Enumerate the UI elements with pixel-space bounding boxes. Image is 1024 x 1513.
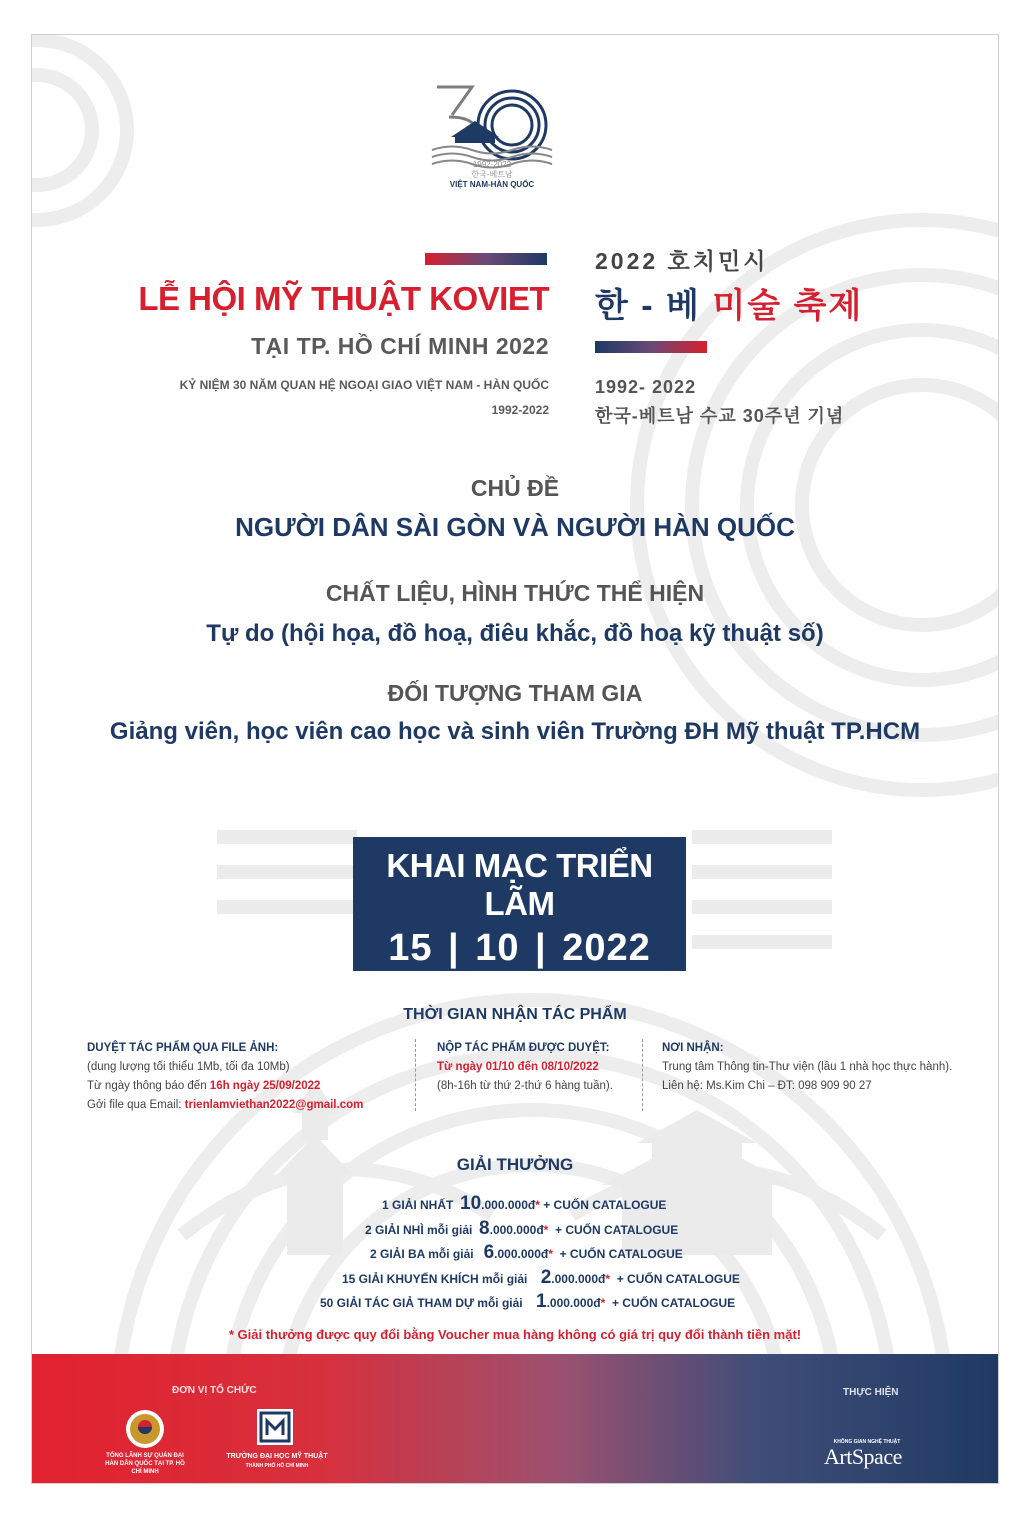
col1-line1: (dung lượng tối thiểu 1Mb, tối đa 10Mb) (87, 1061, 290, 1073)
korean-anniversary: 한국-베트남 수교 30주년 기념 (595, 406, 845, 426)
prize-amount-rest: .000.000đ (494, 1247, 549, 1261)
prize-amount-big: 8 (479, 1218, 490, 1239)
prize-row-2 (365, 1218, 678, 1240)
prize-amount-rest: .000.000đ (546, 1296, 601, 1310)
prize-star: * (605, 1272, 611, 1286)
opening-title: KHAI MẠC TRIỂN LÃM (386, 847, 653, 922)
subtitle-vn: TẠI TP. HỒ CHÍ MINH 2022 (251, 333, 549, 359)
anniversary-vn: KỶ NIỆM 30 NĂM QUAN HỆ NGOẠI GIAO VIỆT NAM - HÀN QUỐC (179, 378, 549, 392)
receipt-title: THỜI GIAN NHẬN TÁC PHẨM (403, 1006, 627, 1023)
organizer-label: ĐƠN VỊ TỔ CHỨC (172, 1385, 257, 1396)
prize-row-4 (342, 1267, 740, 1289)
artspace-logo: ArtSpace (824, 1444, 902, 1469)
prize-amount-big: 6 (483, 1242, 495, 1263)
col2-heading: NỘP TÁC PHẨM ĐƯỢC DUYỆT: (437, 1042, 610, 1054)
prize-star: * (600, 1296, 606, 1310)
korean-years: 1992- 2022 (595, 377, 697, 397)
prize-amount-rest: .000.000đ (551, 1272, 606, 1286)
col1-deadline: 16h ngày 25/09/2022 (209, 1080, 321, 1092)
prize-label: 1 GIẢI NHẤT (382, 1198, 454, 1212)
university-city: THÀNH PHỐ HỒ CHÍ MINH (245, 1463, 309, 1469)
participants-label: ĐỐI TƯỢNG THAM GIA (387, 680, 643, 706)
prize-extra: + CUỐN CATALOGUE (613, 1272, 740, 1286)
prize-label: 2 GIẢI BA mỗi giải (370, 1247, 474, 1261)
col2-line2: (8h-16h từ thứ 2-thứ 6 hàng tuần). (437, 1080, 613, 1092)
col1-heading: DUYỆT TÁC PHẨM QUA FILE ẢNH: (87, 1042, 279, 1054)
col2-line1: Từ ngày 01/10 đến 08/10/2022 (437, 1061, 599, 1073)
prize-row-5 (320, 1291, 735, 1313)
logo-country: VIỆT NAM-HÀN QUỐC (449, 180, 535, 189)
korean-title-part1: 한 - 베 (595, 287, 713, 325)
anniversary-years: 1992-2022 (491, 403, 549, 417)
col1-line2 (87, 1077, 363, 1096)
logo-years: 1992-2022 (472, 160, 512, 169)
logo-caption (422, 160, 562, 190)
university-logo-icon (257, 1409, 293, 1445)
korean-top: 2022 호치민시 (595, 248, 769, 274)
prize-extra: + CUỐN CATALOGUE (551, 1223, 679, 1237)
title-vn-text: LỄ HỘI MỸ THUẬT KOVIET (138, 280, 549, 317)
column-divider-1 (415, 1039, 416, 1111)
opening-box (353, 837, 686, 988)
col1-line3-prefix: Gởi file qua Email: (87, 1099, 185, 1111)
column-divider-2 (642, 1039, 643, 1111)
opening-venue: ĐỊA ĐIỂM: ARTSPACE - LẦU 1 NHÀ HỌC THỰC HÀNH (379, 976, 660, 988)
title-vn (138, 280, 549, 318)
opening-date: 15 | 10 | 2022 (388, 927, 651, 969)
receipt-column-place (662, 1039, 952, 1096)
prize-amount-big: 10 (460, 1193, 482, 1214)
prize-row-3 (370, 1242, 683, 1264)
executor-label: THỰC HIỆN (843, 1387, 899, 1398)
material-value: Tự do (hội họa, đồ hoạ, điêu khắc, đồ hoạ kỹ thuật số) (206, 620, 824, 647)
theme-label: CHỦ ĐỀ (470, 475, 560, 501)
title-color-bar (425, 253, 547, 265)
prize-label: 2 GIẢI NHÌ mỗi giải (365, 1223, 473, 1237)
receipt-column-submit (437, 1039, 613, 1096)
prize-label: 15 GIẢI KHUYẾN KHÍCH mỗi giải (342, 1272, 528, 1286)
col3-heading: NƠI NHẬN: (662, 1042, 724, 1054)
korean-color-bar (595, 341, 707, 353)
col3-line2: Liên hệ: Ms.Kim Chi – ĐT: 098 909 90 27 (662, 1080, 872, 1092)
prize-extra: + CUỐN CATALOGUE (539, 1198, 667, 1212)
footer (32, 1354, 998, 1483)
university-name: TRƯỜNG ĐẠI HỌC MỸ THUẬT (226, 1453, 328, 1460)
consulate-name: TỔNG LÃNH SỰ QUÁN ĐẠI HÀN DÂN QUỐC TẠI TP. HỒ CHÍ MINH (105, 1453, 185, 1475)
prize-star: * (548, 1247, 553, 1261)
col1-line3 (87, 1096, 363, 1115)
participants-value: Giảng viên, học viên cao học và sinh viên Trường ĐH Mỹ thuật TP.HCM (109, 718, 921, 745)
korean-title (595, 278, 863, 327)
col3-line1: Trung tâm Thông tin-Thư viện (lầu 1 nhà học thực hành). (662, 1061, 953, 1073)
prize-extra: + CUỐN CATALOGUE (556, 1247, 683, 1261)
prizes-note: * Giải thưởng được quy đổi bằng Voucher mua hàng không có giá trị quy đổi thành tiền mặt! (228, 1327, 802, 1342)
prize-amount-big: 2 (540, 1267, 552, 1288)
artspace-tagline: KHÔNG GIAN NGHỆ THUẬT (833, 1439, 901, 1445)
prize-row-1 (382, 1193, 666, 1215)
prizes-title: GIẢI THƯỞNG (456, 1155, 574, 1174)
prize-amount-big: 1 (535, 1291, 547, 1312)
prize-star: * (543, 1223, 549, 1237)
poster (31, 34, 999, 1484)
prize-label: 50 GIẢI TÁC GIẢ THAM DỰ mỗi giải (320, 1296, 523, 1310)
logo-korean: 한국-베트남 (471, 170, 513, 179)
consulate-seal-icon (125, 1409, 165, 1449)
prize-extra: + CUỐN CATALOGUE (608, 1296, 736, 1310)
col1-line2-prefix: Từ ngày thông báo đến (87, 1080, 210, 1092)
receipt-column-file (87, 1039, 363, 1115)
material-label: CHẤT LIỆU, HÌNH THỨC THỂ HIỆN (325, 580, 705, 606)
prize-star: * (535, 1198, 540, 1212)
theme-value: NGƯỜI DÂN SÀI GÒN VÀ NGƯỜI HÀN QUỐC (235, 512, 795, 542)
korean-title-part2: 미술 축제 (712, 287, 864, 325)
email-link[interactable]: trienlamviethan2022@gmail.com (184, 1099, 364, 1111)
prize-amount-rest: .000.000đ (489, 1223, 544, 1237)
prize-amount-rest: .000.000đ (481, 1198, 536, 1212)
